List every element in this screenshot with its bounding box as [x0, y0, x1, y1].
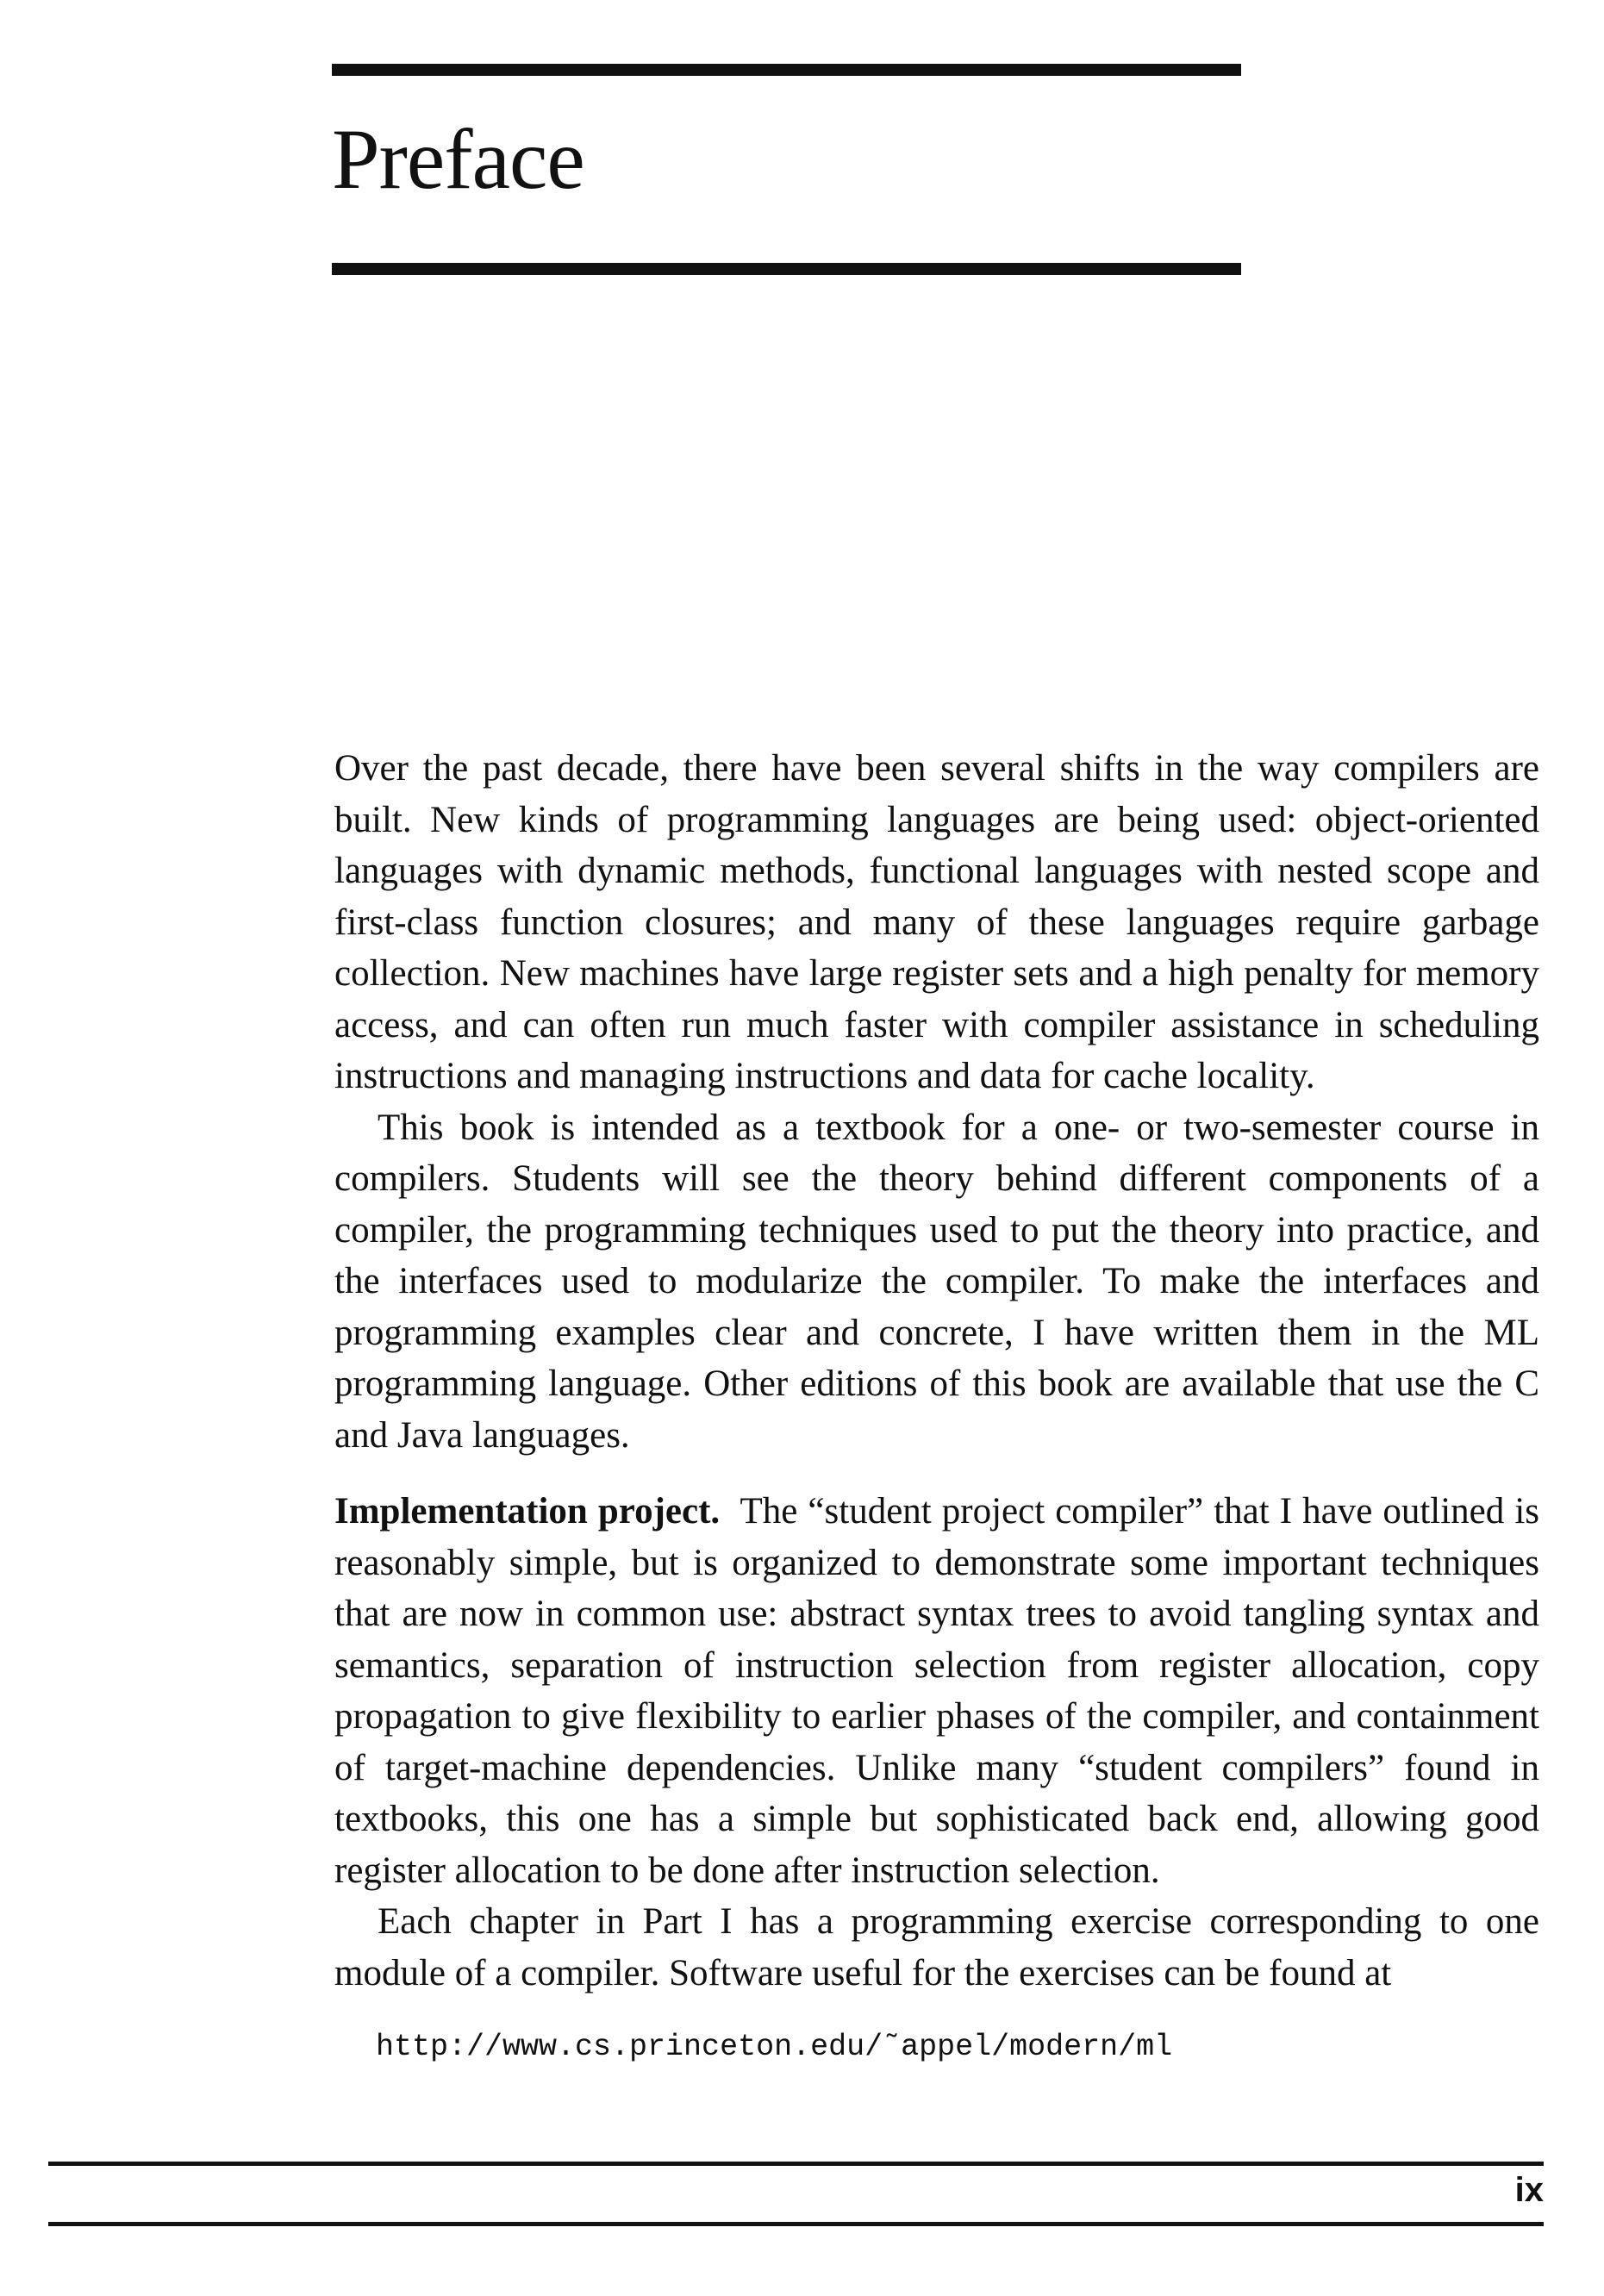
paragraph-implementation [334, 1486, 1539, 1896]
software-url: http://www.cs.princeton.edu/˜appel/modern/ml [376, 2030, 1173, 2064]
title-top-rule [332, 64, 1241, 76]
paragraph-exercises: Each chapter in Part I has a programming exercise corresponding to one module of a compiler. Software useful for the exercises can be found at [334, 1901, 1539, 1993]
footer-bottom-rule [48, 2222, 1544, 2226]
implementation-heading: Implementation project. [334, 1491, 721, 1532]
title-bottom-rule [332, 263, 1241, 275]
page-title: Preface [332, 111, 584, 207]
page-number: ix [1514, 2171, 1544, 2209]
implementation-text: The “student project compiler” that I have outlined is reasonably simple, but is organized to demonstrate some important techniques that are now in common use: abstract syntax trees to avoid tangling syntax and semantics, separation of instruction selection from register allocation, copy propagation to give flexibility to earlier phases of the compiler, and containment of target-machine dependencies. Unlike many “student compilers” found in textbooks, this one has a simple but sophisticated back end, allowing good register allocation to be done after instruction selection. [334, 1491, 1539, 1891]
paragraph-shifts: Over the past decade, there have been several shifts in the way compilers are built. New kinds of programming languages are being used: object-oriented languages with dynamic methods, functional languages with nested scope and first-class function closures; and many of these languages require garbage collection. New machines have large register sets and a high penalty for memory access, and can often run much faster with compiler assistance in scheduling instructions and managing instructions and data for cache locality. [334, 748, 1539, 1096]
footer-top-rule [48, 2162, 1544, 2166]
paragraph-textbook: This book is intended as a textbook for a one- or two-semester course in compilers. Students will see the theory behind different components of a compiler, the programming techniques used to put the theory into practice, and the interfaces used to modularize the compiler. To make the interfaces and programming examples clear and concrete, I have written them in the ML programming language. Other editions of this book are available that use the C and Java languages. [334, 1107, 1539, 1456]
preface-body [334, 743, 1539, 2073]
